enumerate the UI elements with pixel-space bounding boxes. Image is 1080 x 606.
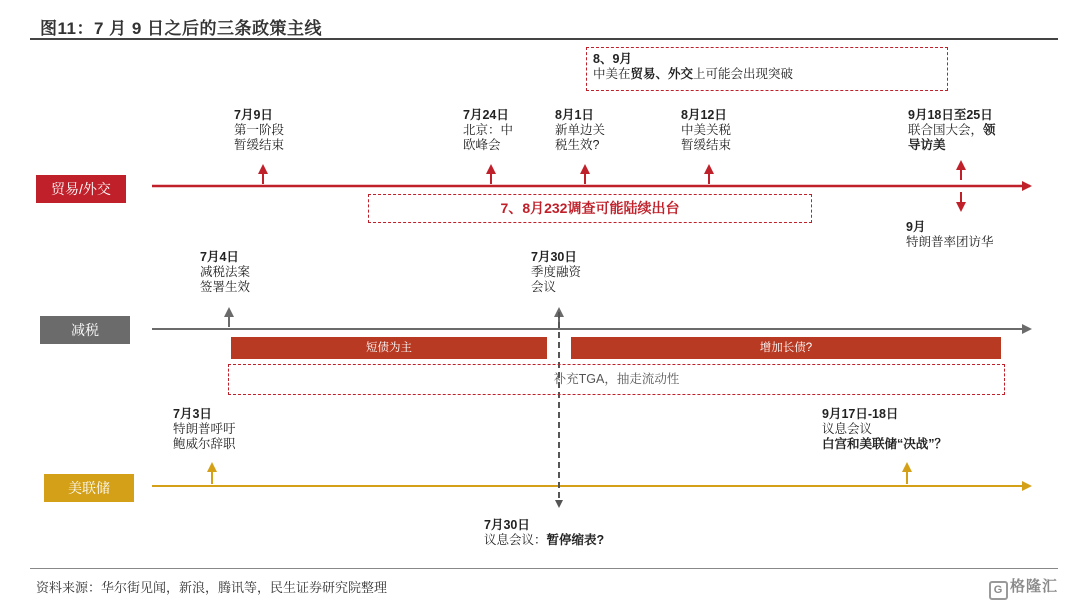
trade-event-sep18: 9月18日至25日 联合国大会，领 导访美 xyxy=(908,108,996,152)
lane-tag-trade: 贸易/外交 xyxy=(36,175,126,203)
source-note: 资料来源：华尔街见闻，新浪，腾讯等，民生证券研究院整理 xyxy=(36,580,388,595)
tax-event-jul30: 7月30日 季度融资 会议 xyxy=(531,250,582,294)
trade-event-jul24: 7月24日 北京：中 欧峰会 xyxy=(463,108,514,152)
breakthrough-box xyxy=(586,47,948,91)
fed-event-jul30: 7月30日 议息会议：暂停缩表? xyxy=(484,518,605,547)
breakthrough-text: 中美在贸易、外交上可能会出现突破 xyxy=(593,67,794,81)
bar-long-debt: 增加长债? xyxy=(571,337,1001,359)
watermark-logo: G 格隆汇 xyxy=(989,575,1058,600)
tax-event-jul4: 7月4日 减税法案 签署生效 xyxy=(200,250,251,294)
fed-event-sep17: 9月17日-18日 议息会议 白宫和美联储“决战”？ xyxy=(822,407,948,451)
trade-event-aug12: 8月12日 中美关税 暂缓结束 xyxy=(681,108,732,152)
footer-divider xyxy=(30,568,1058,569)
lane-tag-fed: 美联储 xyxy=(44,474,134,502)
tga-box: 补充TGA，抽走流动性 xyxy=(228,364,1005,395)
trade-event-jul9: 7月9日 第一阶段 暂缓结束 xyxy=(234,108,285,152)
breakthrough-date: 8、9月 xyxy=(593,52,632,66)
fed-event-jul3: 7月3日 特朗普呼吁 鲍威尔辞职 xyxy=(173,407,236,451)
trade-event-sep-visit: 9月 特朗普率团访华 xyxy=(906,220,994,249)
lane-tag-tax: 减税 xyxy=(40,316,130,344)
trade-event-aug1: 8月1日 新单边关 税生效? xyxy=(555,108,606,152)
investigation-box: 7、8月232调查可能陆续出台 xyxy=(368,194,812,223)
bar-short-debt: 短债为主 xyxy=(231,337,547,359)
figure-title: 图11：7 月 9 日之后的三条政策主线 xyxy=(40,19,323,38)
logo-icon: G xyxy=(989,581,1008,600)
